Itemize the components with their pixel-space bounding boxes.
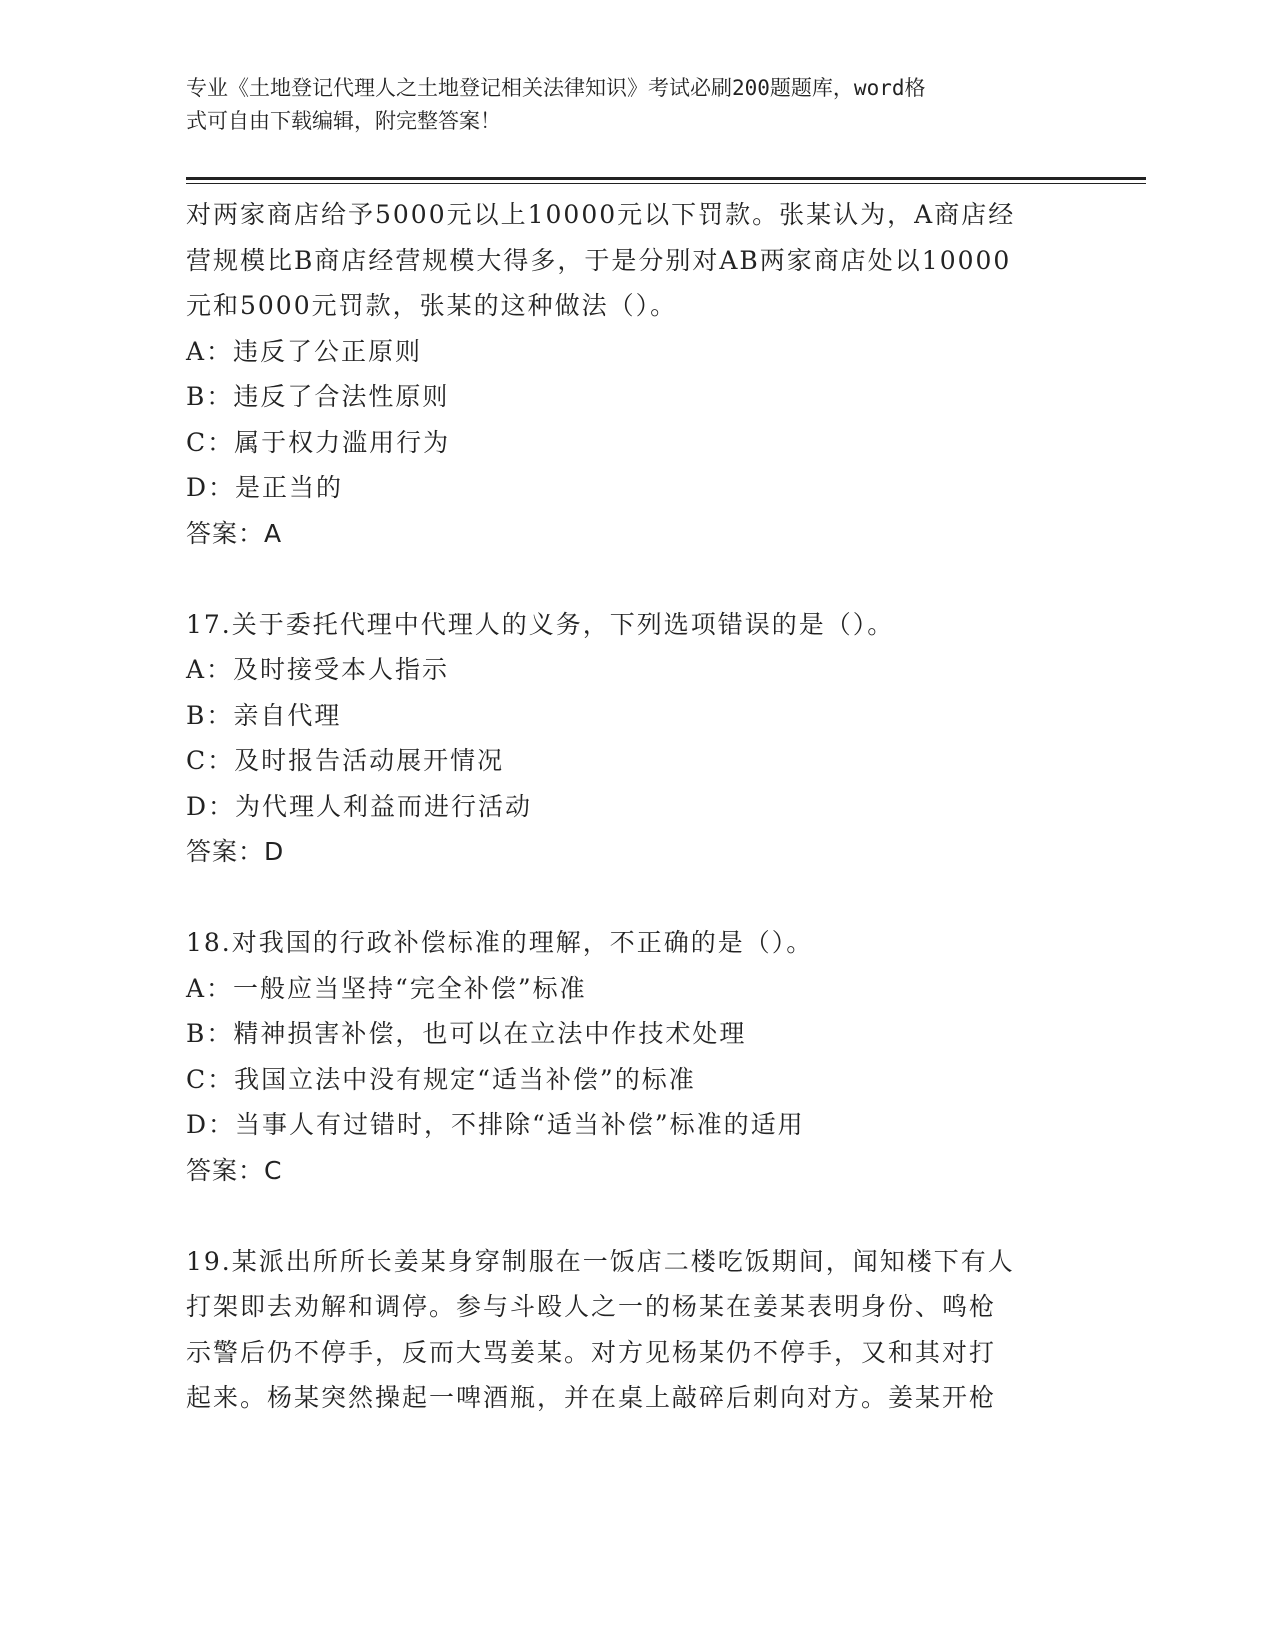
- option-b: B：精神损害补偿，也可以在立法中作技术处理: [186, 1019, 747, 1048]
- option-c: C：及时报告活动展开情况: [186, 746, 505, 775]
- question-stem-line: 示警后仍不停手，反而大骂姜某。对方见杨某仍不停手，又和其对打: [186, 1337, 997, 1367]
- option-b: B：亲自代理: [186, 700, 342, 730]
- option-c: C：我国立法中没有规定“适当补偿”的标准: [186, 1064, 696, 1094]
- answer-line: 答案：C: [186, 1155, 283, 1185]
- header-rule-thick: [186, 177, 1146, 180]
- option-b: B：违反了合法性原则: [186, 382, 450, 411]
- header-line-1: 专业《土地登记代理人之土地登记相关法律知识》考试必刷200题题库，word格: [186, 76, 926, 100]
- option-a: A：一般应当坚持“完全补偿”标准: [186, 973, 587, 1003]
- question-stem-line: 元和5000元罚款，张某的这种做法（）。: [186, 291, 678, 320]
- spacer: [186, 875, 1086, 921]
- question-stem-line: 起来。杨某突然操起一啤酒瓶，并在桌上敲碎后刺向对方。姜某开枪: [186, 1383, 997, 1412]
- option-a: A：违反了公正原则: [186, 336, 423, 366]
- question-stem-line: 对两家商店给予5000元以上10000元以下罚款。张某认为，A商店经: [186, 200, 1016, 229]
- document-body: [186, 192, 1086, 1421]
- spacer: [186, 1193, 1086, 1239]
- answer-line: 答案：A: [186, 518, 283, 548]
- option-a: A：及时接受本人指示: [186, 655, 450, 684]
- question-stem-line: 18.对我国的行政补偿标准的理解，不正确的是（）。: [186, 928, 814, 957]
- question-18: [186, 920, 1086, 1193]
- header-line-2: 式可自由下载编辑，附完整答案！: [186, 109, 501, 133]
- question-stem-line: 17.关于委托代理中代理人的义务，下列选项错误的是（）。: [186, 609, 895, 639]
- question-17: [186, 602, 1086, 875]
- option-d: D：为代理人利益而进行活动: [186, 791, 533, 821]
- question-stem-line: 19.某派出所所长姜某身穿制服在一饭店二楼吃饭期间，闻知楼下有人: [186, 1246, 1015, 1276]
- option-c: C：属于权力滥用行为: [186, 427, 451, 457]
- question-16: [186, 192, 1086, 556]
- question-19: [186, 1239, 1086, 1421]
- document-header: [186, 72, 1066, 138]
- header-rule-thin: [186, 183, 1146, 184]
- option-d: D：当事人有过错时，不排除“适当补偿”标准的适用: [186, 1110, 805, 1139]
- answer-line: 答案：D: [186, 837, 285, 866]
- question-stem-line: 打架即去劝解和调停。参与斗殴人之一的杨某在姜某表明身份、鸣枪: [186, 1292, 997, 1321]
- spacer: [186, 556, 1086, 602]
- question-stem-line: 营规模比B商店经营规模大得多，于是分别对AB两家商店处以10000: [186, 245, 1012, 275]
- option-d: D：是正当的: [186, 473, 344, 502]
